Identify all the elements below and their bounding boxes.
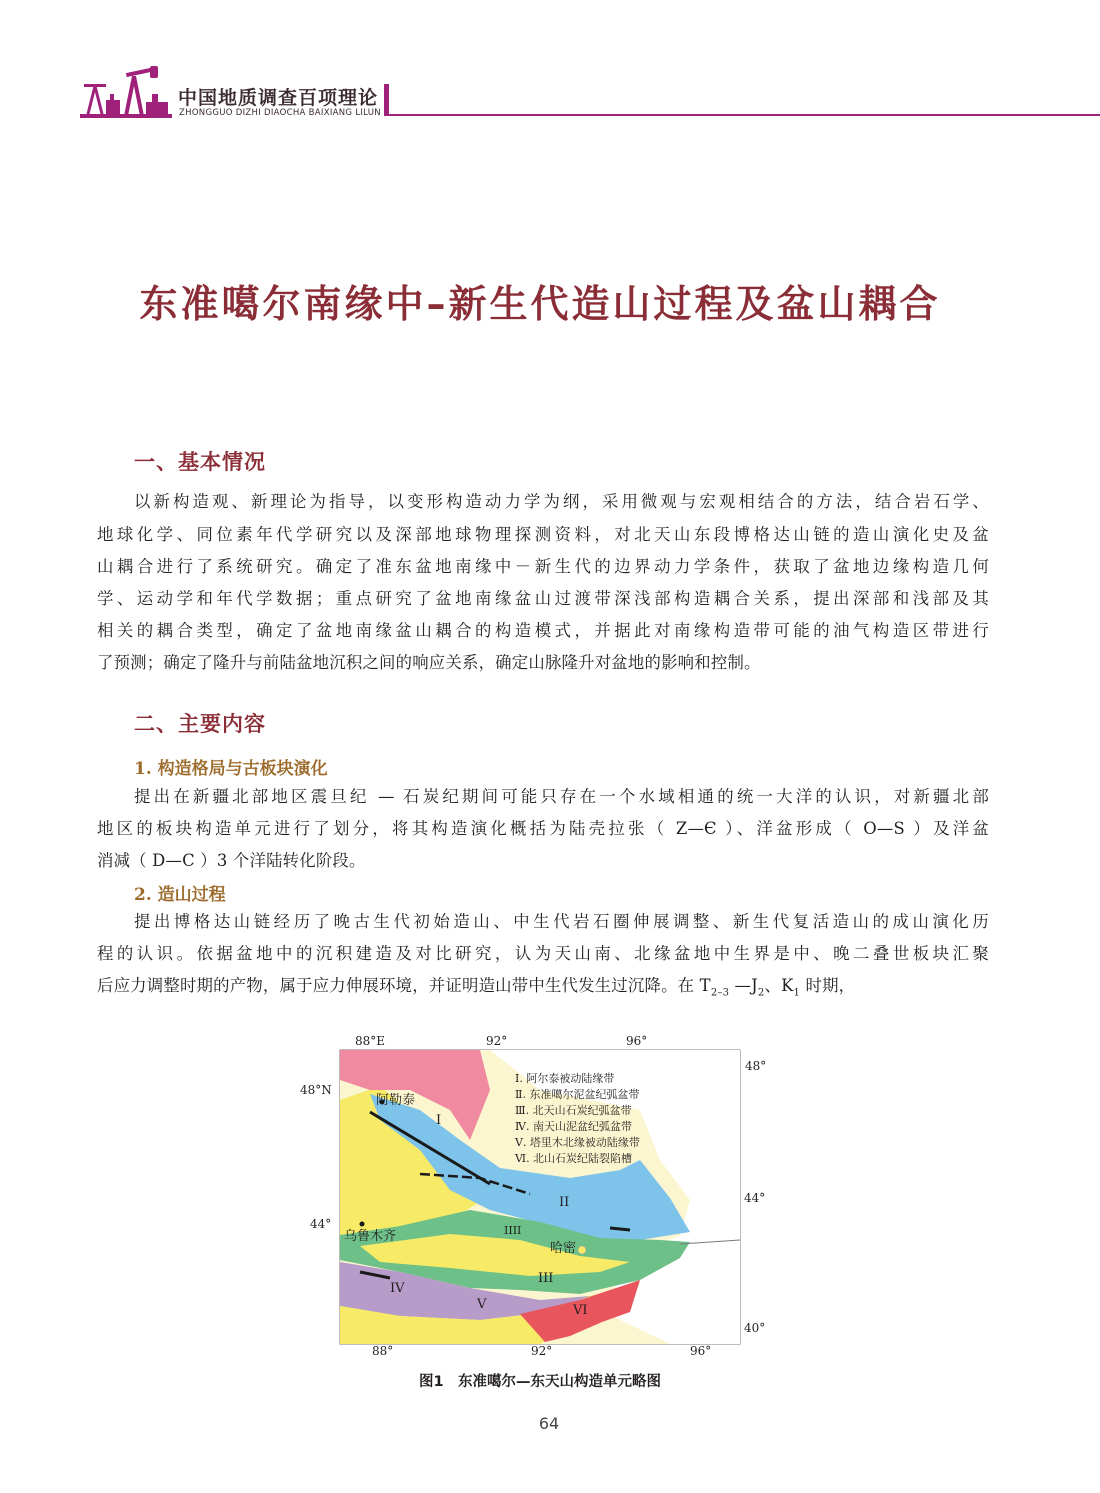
map-tick-top: 92° <box>486 1034 508 1048</box>
tectonic-map <box>300 1028 800 1368</box>
place-label-altay: 阿勒泰 <box>376 1093 416 1108</box>
paragraph-line: 地球化学、同位素年代学研究以及深部地球物理探测资料，对北天山东段博格达山链的造山演化史及盆 <box>97 525 989 544</box>
map-tick-right: 48° <box>745 1059 767 1073</box>
paragraph-line: 地区的板块构造单元进行了划分，将其构造演化概括为陆壳拉张（ Z—Є ）、洋盆形成（ O—S ）及洋盆 <box>97 819 989 838</box>
legend-item: Ⅱ. 东准噶尔泥盆纪弧盆带 <box>515 1088 640 1101</box>
place-label-hami: 哈密 <box>550 1241 577 1256</box>
document-title: 东准噶尔南缘中–新生代造山过程及盆山耦合 <box>139 282 941 326</box>
zone-label-VI: VI <box>573 1303 588 1318</box>
tectonic-map-figure <box>300 1028 800 1368</box>
fault-line <box>610 1228 630 1230</box>
subscript: 2–3 <box>710 987 730 999</box>
paragraph-line: 程的认识。依据盆地中的沉积建造及对比研究，认为天山南、北缘盆地中生界是中、晚二叠世板块汇聚 <box>97 944 989 963</box>
city-dot-hami <box>578 1246 586 1254</box>
text-run: 时期， <box>800 976 856 995</box>
zone-label-V: V <box>477 1297 487 1312</box>
map-tick-right: 44° <box>744 1191 766 1205</box>
legend-item: Ⅳ. 南天山泥盆纪弧盆带 <box>515 1120 632 1133</box>
text-run: 后应力调整时期的产物，属于应力伸展环境，并证明造山带中生代发生过沉降。在 T <box>97 976 711 995</box>
map-tick-top: 88°E <box>355 1034 386 1048</box>
zone-label-III: III <box>538 1271 554 1286</box>
oil-pumpjack-icon <box>80 62 172 118</box>
subscript: 1 <box>793 987 801 999</box>
header-logo <box>80 62 172 118</box>
map-tick-bottom: 88° <box>372 1344 394 1358</box>
paragraph-line: 学、运动学和年代学数据；重点研究了盆地南缘盆山过渡带深浅部构造耦合关系，提出深部和浅部及其 <box>97 589 989 608</box>
map-tick-left: 44° <box>310 1217 332 1231</box>
place-label-urumqi: 乌鲁木齐 <box>344 1229 397 1244</box>
section-heading-basic: 一、基本情况 <box>134 450 266 474</box>
text-run: —J <box>729 976 758 995</box>
zone-label-II: II <box>559 1195 570 1210</box>
legend-item: Ⅰ. 阿尔泰被动陆缘带 <box>515 1072 615 1085</box>
page-number: 64 <box>538 1414 560 1433</box>
map-tick-bottom: 92° <box>531 1344 553 1358</box>
map-tick-bottom: 96° <box>690 1344 712 1358</box>
header-subtitle: ZHONGGUO DIZHI DIAOCHA BAIXIANG LILUN <box>179 108 381 118</box>
legend-item: Ⅲ. 北天山石炭纪弧盆带 <box>515 1104 632 1117</box>
header-rule <box>384 114 1100 116</box>
subsection-heading-orogeny: 2. 造山过程 <box>134 885 226 905</box>
paragraph-line: 了预测；确定了隆升与前陆盆地沉积之间的响应关系，确定山脉隆升对盆地的影响和控制。 <box>97 653 761 672</box>
zone-label-IV: IV <box>390 1281 405 1296</box>
zone-label-IIII: IIII <box>504 1224 522 1237</box>
figure-caption: 图1 东准噶尔—东天山构造单元略图 <box>418 1374 662 1390</box>
section-heading-main: 二、主要内容 <box>134 712 266 736</box>
subscript: 2 <box>757 987 765 999</box>
paragraph-line: 消减（ D—C ）3 个洋陆转化阶段。 <box>97 851 366 870</box>
city-dot-urumqi <box>360 1222 365 1227</box>
paragraph-line: 以新构造观、新理论为指导，以变形构造动力学为纲，采用微观与宏观相结合的方法，结合岩石学、 <box>134 492 989 511</box>
paragraph-line-with-subscripts <box>97 976 989 1003</box>
header-title: 中国地质调查百项理论 <box>178 87 379 109</box>
map-tick-top: 96° <box>626 1034 648 1048</box>
map-tick-left: 48°N <box>300 1083 332 1097</box>
paragraph-line: 山耦合进行了系统研究。确定了准东盆地南缘中－新生代的边界动力学条件，获取了盆地边缘构造几何 <box>97 557 989 576</box>
legend-item: Ⅴ. 塔里木北缘被动陆缘带 <box>515 1136 640 1149</box>
paragraph-line: 相关的耦合类型，确定了盆地南缘盆山耦合的构造模式，并据此对南缘构造带可能的油气构造区带进行 <box>97 621 989 640</box>
legend-item: Ⅵ. 北山石炭纪陆裂陷槽 <box>515 1152 633 1165</box>
text-run: 、K <box>764 976 794 995</box>
header-accent-bar <box>384 84 389 116</box>
zone-label-I: I <box>436 1113 442 1128</box>
map-tick-right: 40° <box>744 1321 766 1335</box>
subsection-heading-tectonics: 1. 构造格局与古板块演化 <box>134 759 328 779</box>
paragraph-line: 提出博格达山链经历了晚古生代初始造山、中生代岩石圈伸展调整、新生代复活造山的成山演化历 <box>134 912 989 931</box>
paragraph-line: 提出在新疆北部地区震旦纪 — 石炭纪期间可能只存在一个水域相通的统一大洋的认识，对新疆北部 <box>134 787 989 806</box>
